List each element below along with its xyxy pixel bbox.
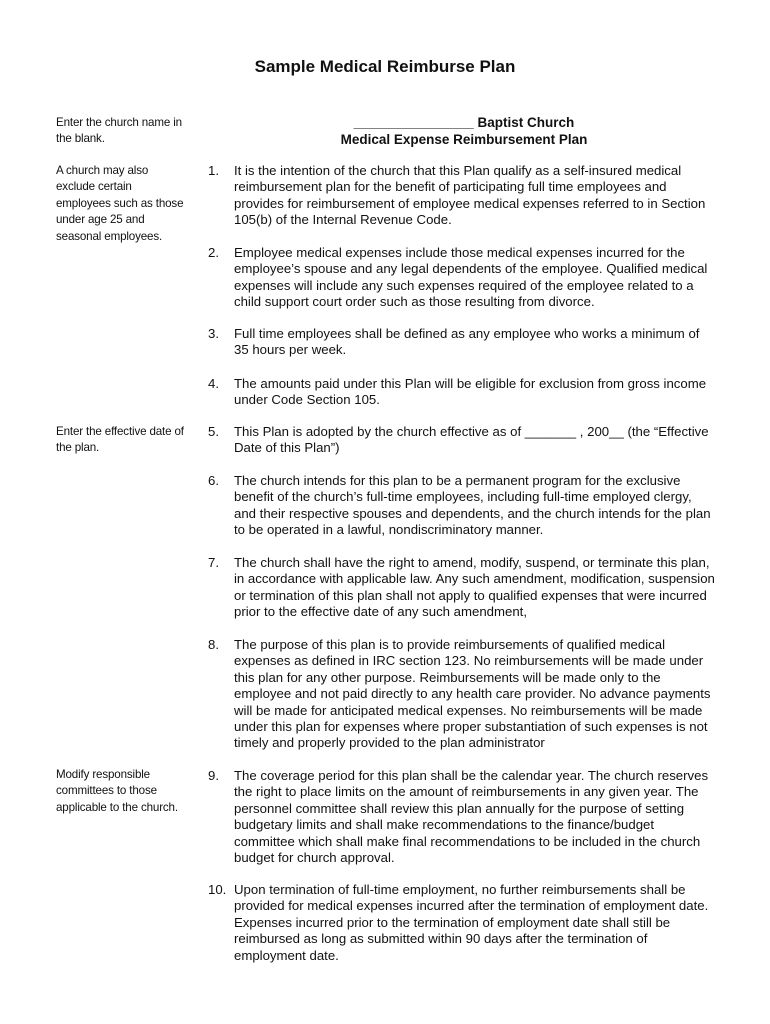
plan-item [208,163,716,229]
plan-item [208,245,716,311]
plan-item [208,555,716,621]
margin-note-committees: Modify responsible committees to those applicable to the church. [56,768,178,814]
item-number: 6. [208,473,219,488]
plan-item [208,768,716,866]
item-text: Upon termination of full-time employment, no further reimbursements shall be provided for medical expenses incurred after the termination of employment date. Expenses incurred prior to the termination of employment date shall still be reimbursed as long as submitted within 90 days after the termination of employment date. [234,882,709,963]
plan-item [208,424,716,457]
church-name-line: ________________ Baptist Church [353,115,575,130]
item-text: This Plan is adopted by the church effective as of _______ , 200__ (the “Effective Date of this Plan”) [234,424,709,456]
plan-item [208,473,716,539]
item-number: 5. [208,424,219,439]
page-title: Sample Medical Reimburse Plan [254,57,516,76]
margin-note-exclusions: A church may also exclude certain employees such as those under age 25 and seasonal employees. [56,164,184,243]
item-text: It is the intention of the church that this Plan qualify as a self-insured medical reimbursement plan for the benefit of participating full time employees and provides for reimbursement of employee medical expenses referred to in Section 105(b) of the Internal Revenue Code. [234,163,706,228]
item-text: The church intends for this plan to be a permanent program for the exclusive benefit of the church’s full-time employees, including full-time employed clergy, and their respective spouses and dependents, and the church intends for the plan to be operated in a lawful, nondiscriminatory manner. [234,473,711,538]
plan-item [208,882,716,964]
plan-item [208,376,716,409]
item-number: 1. [208,163,219,178]
plan-item [208,637,716,752]
item-number: 7. [208,555,219,570]
plan-item [208,326,716,359]
item-text: The coverage period for this plan shall be the calendar year. The church reserves the right to place limits on the amount of reimbursements in any given year. The personnel committee shall review this plan annually for the purpose of setting budgetary limits and shall make recommendations to the finance/budget committee which shall make final recommendations to be included in the church budget for church approval. [234,768,709,866]
item-text: The amounts paid under this Plan will be eligible for exclusion from gross income under Code Section 105. [234,376,707,408]
item-text: The purpose of this plan is to provide reimbursements of qualified medical expenses as defined in IRC section 123. No reimbursements will be made under this plan for any other purpose. Reimbursements will be made only to the employee and not paid directly to any health care provider. No advance payments will be made for anticipated medical expenses. No reimbursements will be made under this plan for expenses where proper substantiation of such expenses is not timely and properly provided to the plan administrator [234,637,711,751]
item-number: 10. [208,882,227,897]
item-text: Full time employees shall be defined as any employee who works a minimum of 35 hours per week. [234,326,700,358]
item-text: Employee medical expenses include those medical expenses incurred for the employee’s spouse and any legal dependents of the employee. Qualified medical expenses will include any such expenses required of the employee related to a child support court order such as those resulting from divorce. [234,245,708,310]
item-number: 9. [208,768,219,783]
margin-note-effective-date: Enter the effective date of the plan. [56,425,184,455]
document-header [230,114,698,148]
item-number: 4. [208,376,219,391]
plan-name-line: Medical Expense Reimbursement Plan [340,132,588,147]
item-number: 8. [208,637,219,652]
margin-note-church-name: Enter the church name in the blank. [56,116,182,146]
item-number: 2. [208,245,219,260]
item-text: The church shall have the right to amend, modify, suspend, or terminate this plan, in accordance with applicable law. Any such amendment, modification, suspension or termination of this plan shall not apply to qualified expenses that were incurred prior to the effective date of any such amendment, [234,555,715,620]
item-number: 3. [208,326,219,341]
